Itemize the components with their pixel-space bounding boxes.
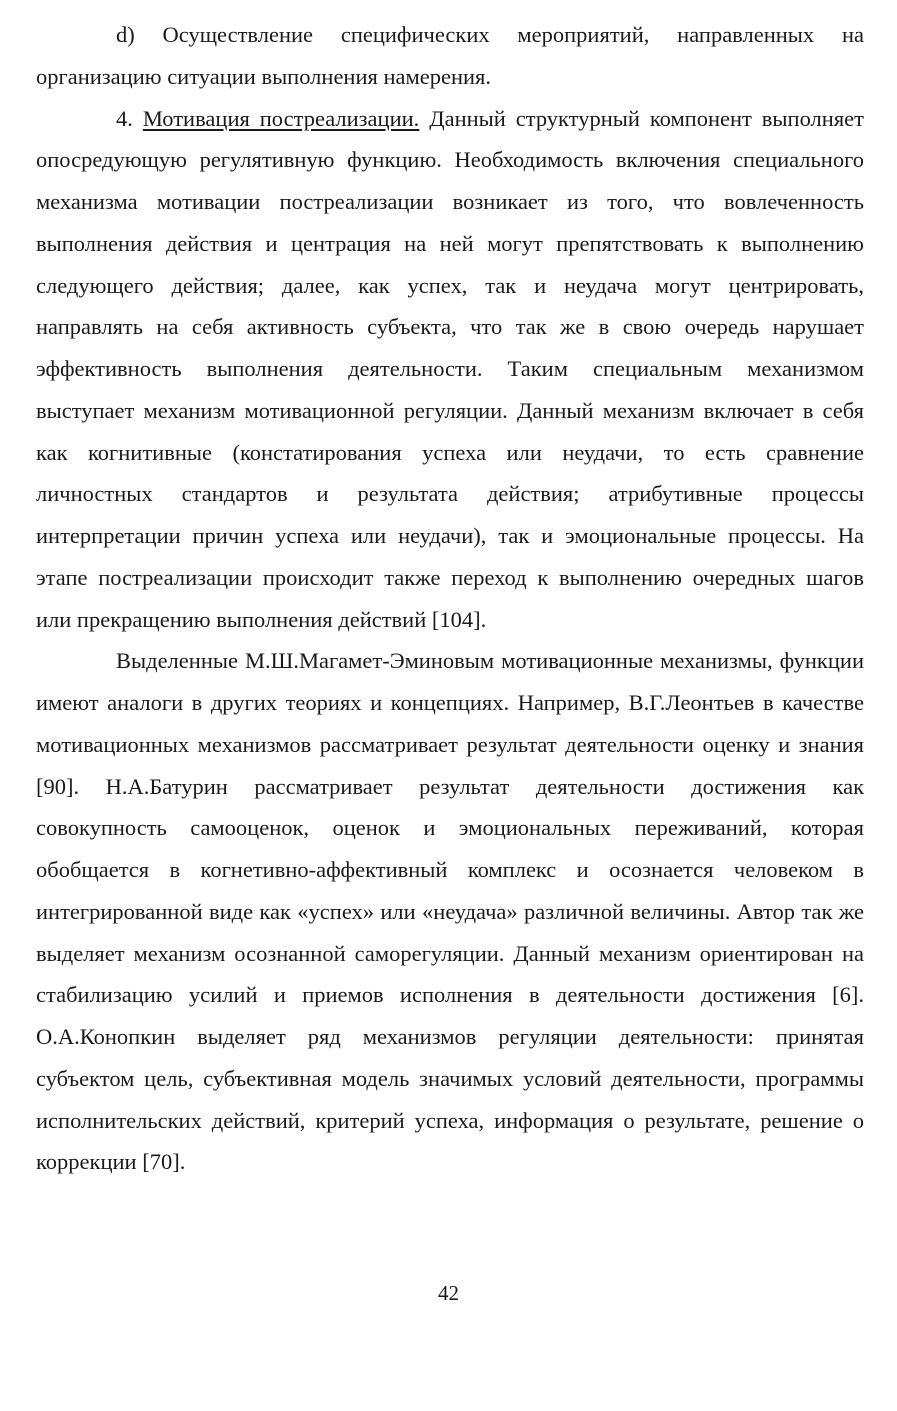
page-number: 42 (438, 1281, 459, 1305)
list-item-d: d) Осуществление специфических мероприятий, направленных на организацию ситуации выполнения намерения. (36, 22, 864, 89)
section-heading-motivation: Мотивация постреализации. (142, 105, 420, 131)
list-item-4-body: Данный структурный компонент выполняет опосредующую регулятивную функцию. Необходимость включения специального механизма мотивации постреализации возникает из того, что вовлеченность выполнения действия и центрация на ней могут препятствовать к выполнению следующего действия; далее, как успех, так и неудача могут центрировать, направлять на себя активность субъекта, что так же в свою очередь нарушает эффективность выполнения деятельности. Таким специальным механизмом выступает механизм мотивационной регуляции. Данный механизм включает в себя как когнитивные (констатирования успеха или неудачи, то есть сравнение личностных стандартов и результата действия; атрибутивные процессы интерпретации причин успеха или неудачи), так и эмоциональные процессы. На этапе постреализации происходит также переход к выполнению очередных шагов или прекращению выполнения действий [104]. (36, 105, 864, 632)
document-page (36, 14, 864, 1183)
paragraph-mechanisms: Выделенные М.Ш.Магамет-Эминовым мотивационные механизмы, функции имеют аналоги в других теориях и концепциях. Например, В.Г.Леонтьев в качестве мотивационных механизмов рассматривает результат деятельности оценку и знания [90]. Н.А.Батурин рассматривает результат деятельности достижения как совокупность самооценок, оценок и эмоциональных переживаний, которая обобщается в когнетивно-аффективный комплекс и осознается человеком в интегрированной виде как «успех» или «неудача» различной величины. Автор так же выделяет механизм осознанной саморегуляции. Данный механизм ориентирован на стабилизацию усилий и приемов исполнения в деятельности достижения [6]. О.А.Конопкин выделяет ряд механизмов регуляции деятельности: принятая субъектом цель, субъективная модель значимых условий деятельности, программы исполнительских действий, критерий успеха, информация о результате, решение о коррекции [70]. (36, 648, 864, 1175)
list-item-4-number: 4. (116, 105, 143, 131)
list-item-4 (36, 98, 864, 641)
